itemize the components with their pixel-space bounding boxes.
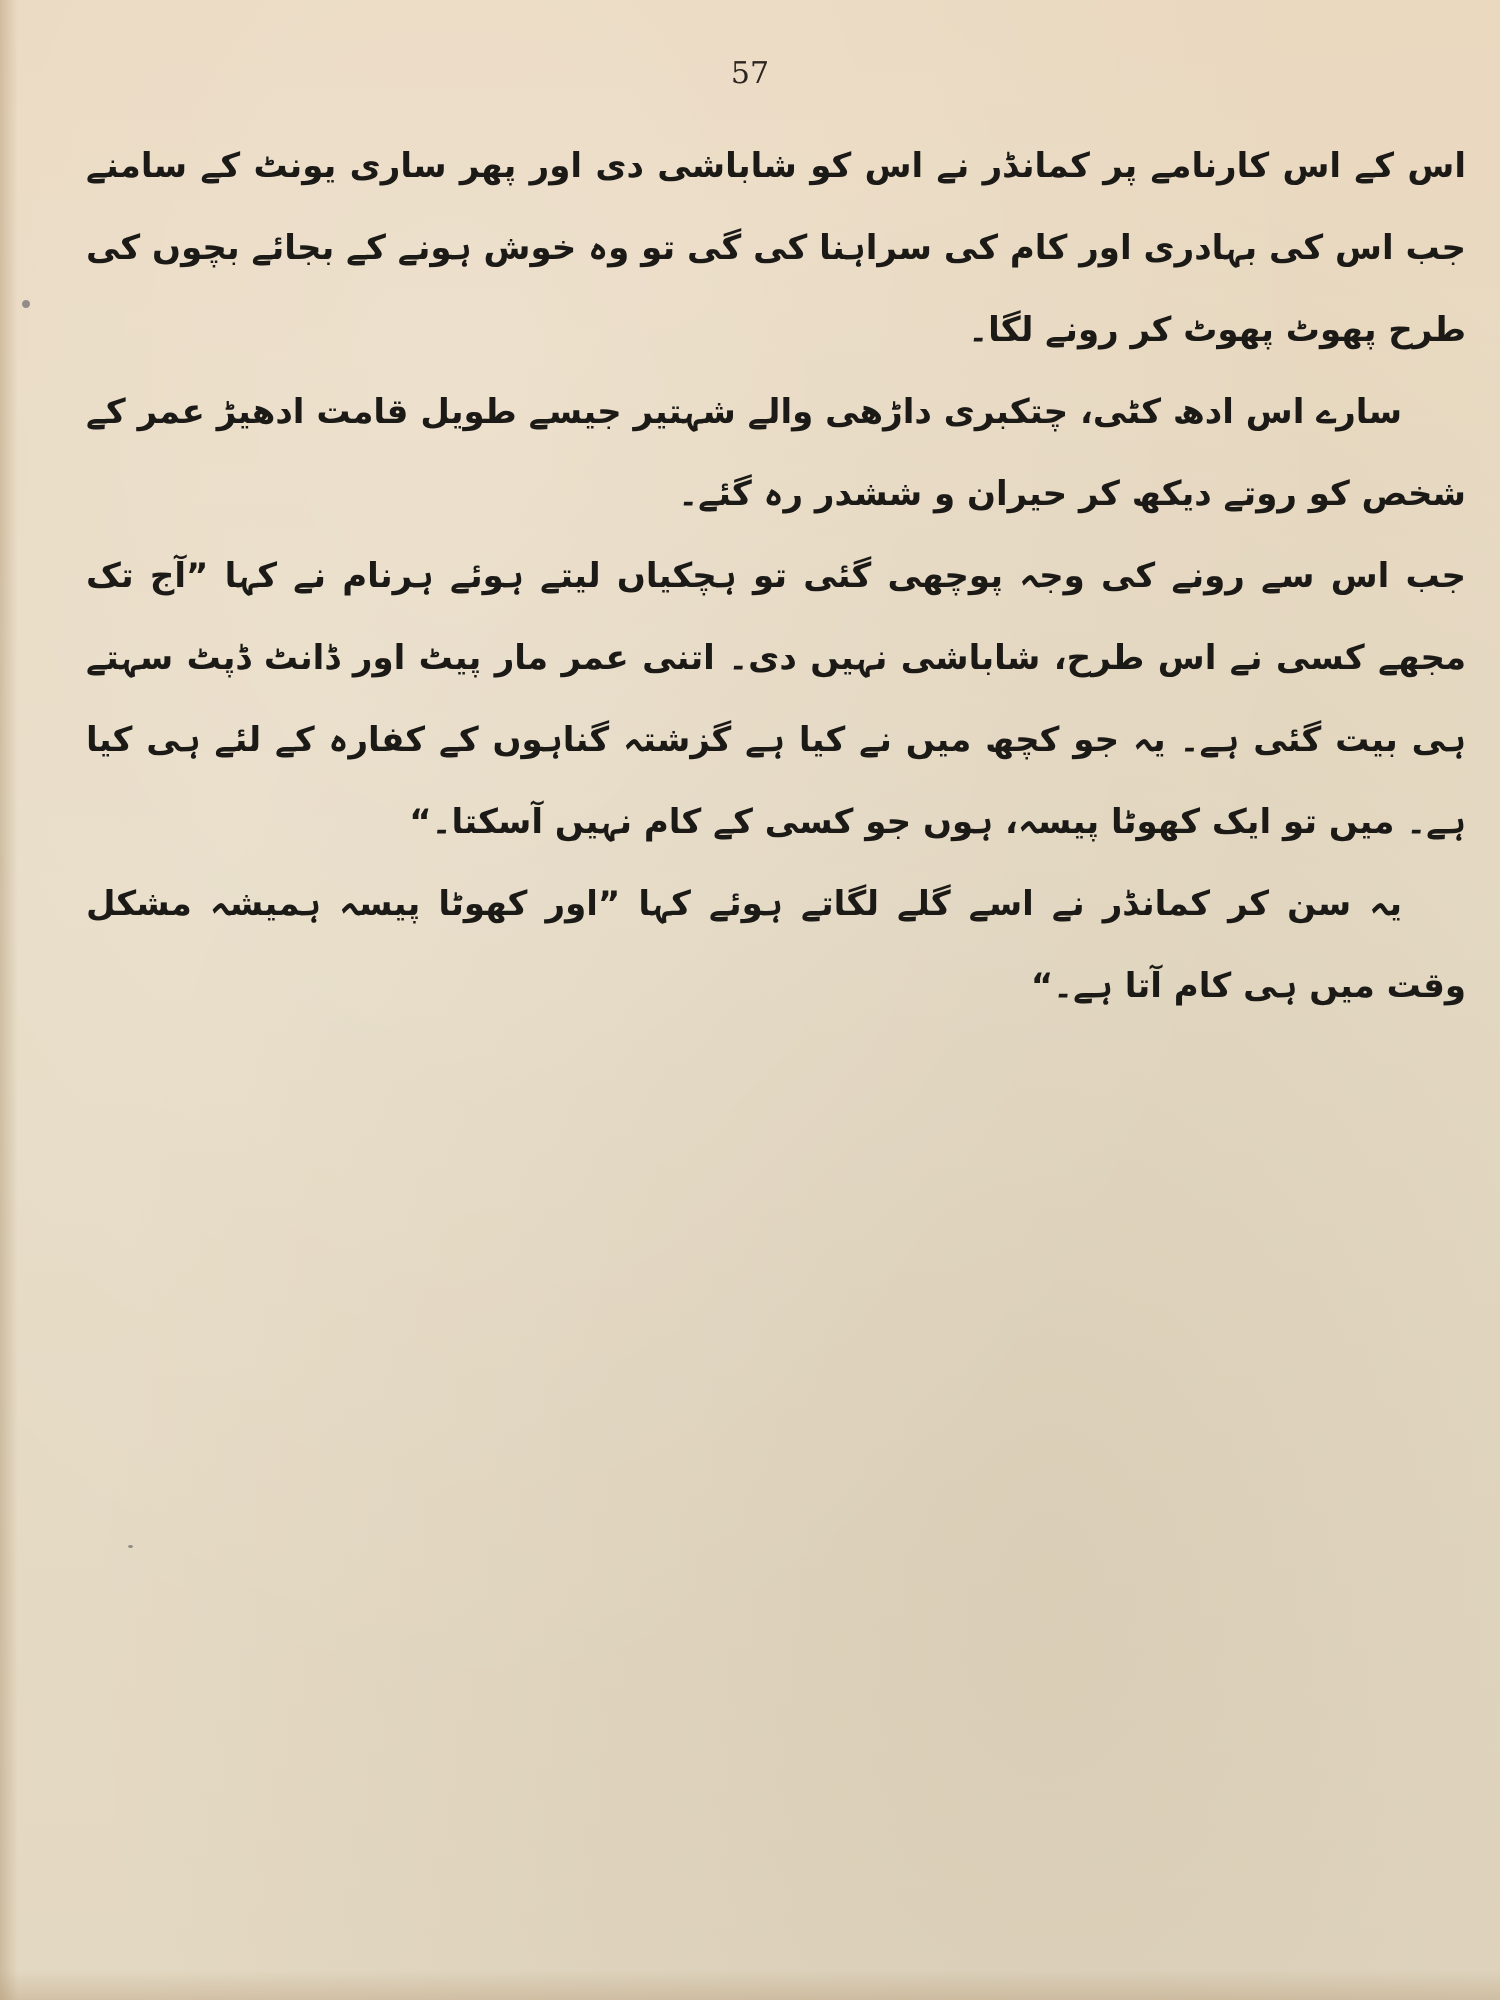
page-text xyxy=(86,125,1466,1027)
paragraph: اس کے اس کارنامے پر کمانڈر نے اس کو شاباشی دی اور پھر ساری یونٹ کے سامنے جب اس کی بہادری اور کام کی سراہنا کی گی تو وہ خوش ہونے کے بجائے بچوں کی طرح پھوٹ پھوٹ کر رونے لگا۔ xyxy=(86,146,1466,350)
paragraph: جب اس سے رونے کی وجہ پوچھی گئی تو ہچکیاں لیتے ہوئے ہرنام نے کہا ”آج تک مجھے کسی نے اس طرح، شاباشی نہیں دی۔ اتنی عمر مار پیٹ اور ڈانٹ ڈپٹ سہتے ہی بیت گئی ہے۔ یہ جو کچھ میں نے کیا ہے گزشتہ گناہوں کے کفارہ کے لئے ہی کیا ہے۔ میں تو ایک کھوٹا پیسہ، ہوں جو کسی کے کام نہیں آسکتا۔“ xyxy=(86,556,1466,842)
paragraph: یہ سن کر کمانڈر نے اسے گلے لگاتے ہوئے کہا ”اور کھوٹا پیسہ ہمیشہ مشکل وقت میں ہی کام آتا ہے۔“ xyxy=(86,884,1466,1006)
paragraph: سارے اس ادھ کٹی، چتکبری داڑھی والے شہتیر جیسے طویل قامت ادھیڑ عمر کے شخص کو روتے دیکھ کر حیران و ششدر رہ گئے۔ xyxy=(86,392,1466,514)
ink-speck xyxy=(128,1545,133,1548)
page-bottom-shadow xyxy=(0,1970,1500,2000)
page-number: 57 xyxy=(730,56,770,91)
ink-speck xyxy=(22,300,30,308)
page-edge-shadow xyxy=(0,0,18,2000)
